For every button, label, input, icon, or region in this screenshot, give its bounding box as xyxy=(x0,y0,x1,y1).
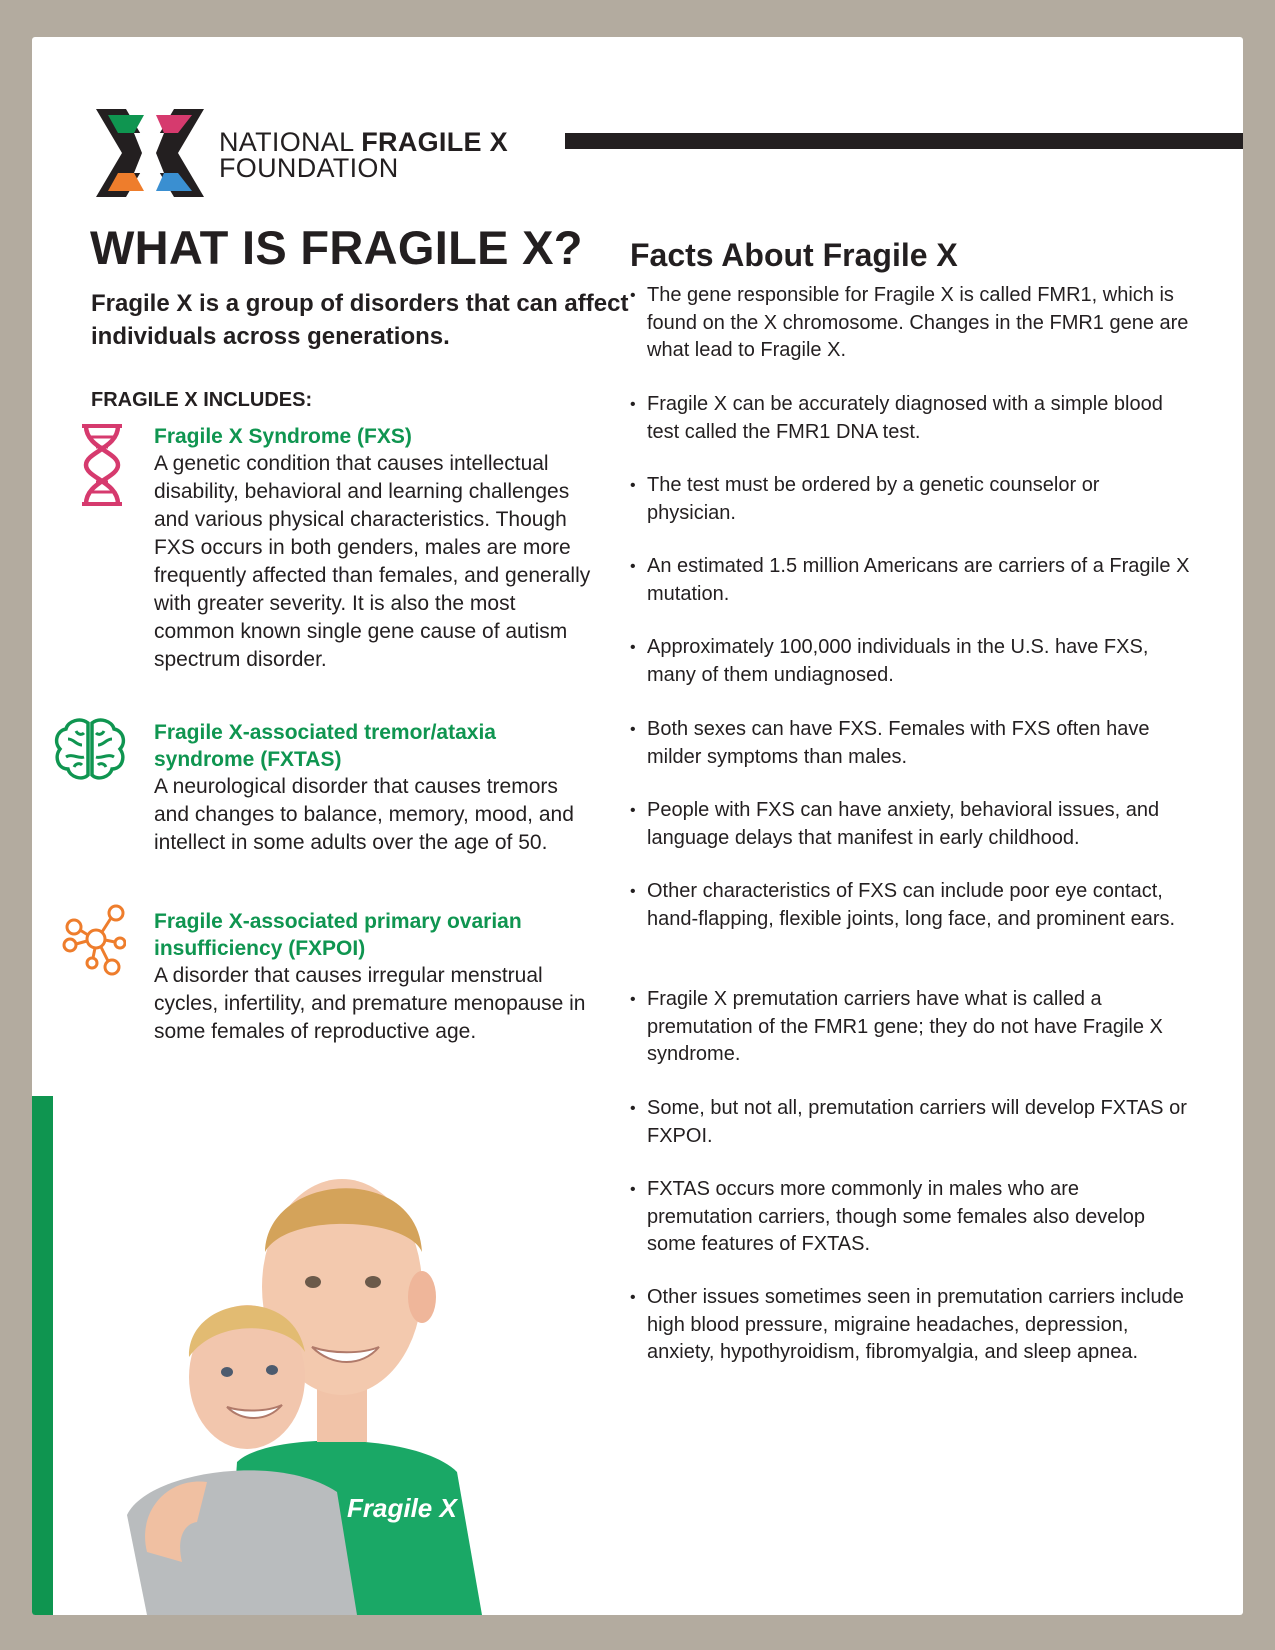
fact-item: • The test must be ordered by a genetic counselor or physician. xyxy=(630,472,1190,527)
logo-line2: FOUNDATION xyxy=(219,153,399,183)
shirt-text: Fragile X xyxy=(347,1493,457,1523)
fact-item: • Fragile X can be accurately diagnosed with a simple blood test called the FMR1 DNA test. xyxy=(630,391,1190,446)
condition-description: A neurological disorder that causes tremors and changes to balance, memory, mood, and intellect in some adults over the age of 50. xyxy=(154,775,574,854)
condition-description: A disorder that causes irregular menstrual cycles, infertility, and premature menopause in some females of reproductive age. xyxy=(154,964,586,1043)
fact-item: • FXTAS occurs more commonly in males who are premutation carriers, though some females also develop some features of FXTAS. xyxy=(630,1176,1190,1259)
condition-fxtas xyxy=(154,719,594,857)
condition-fxpoi xyxy=(154,908,594,1046)
fact-item: • The gene responsible for Fragile X is called FMR1, which is found on the X chromosome. Changes in the FMR1 gene are what lead to Fragile X. xyxy=(630,282,1190,365)
molecule-icon xyxy=(60,903,126,977)
two-boys-photo xyxy=(87,1132,527,1615)
page-title: WHAT IS FRAGILE X? xyxy=(90,221,583,274)
dna-icon xyxy=(74,422,130,508)
logo-line1-regular: NATIONAL xyxy=(219,127,362,157)
fact-item: • Other characteristics of FXS can include poor eye contact, hand-flapping, flexible joints, long face, and prominent ears. xyxy=(630,878,1190,933)
includes-heading: FRAGILE X INCLUDES: xyxy=(91,389,313,411)
header-rule xyxy=(565,133,1243,149)
condition-title: Fragile X-associated primary ovarian insufficiency (FXPOI) xyxy=(154,910,522,960)
accent-strip xyxy=(32,1096,53,1615)
fact-item: • Fragile X premutation carriers have what is called a premutation of the FMR1 gene; they do not have Fragile X syndrome. xyxy=(630,986,1190,1069)
facts-heading: Facts About Fragile X xyxy=(630,237,958,273)
page-subtitle: Fragile X is a group of disorders that can affect individuals across generations. xyxy=(91,290,629,350)
condition-fxs xyxy=(154,423,594,674)
condition-description: A genetic condition that causes intellectual disability, behavioral and learning challenges and various physical characteristics. Though FXS occurs in both genders, males are more frequently affected than females, and generally with greater severity. It is also the most common known single gene cause of autism spectrum disorder. xyxy=(154,452,591,671)
condition-title: Fragile X-associated tremor/ataxia syndrome (FXTAS) xyxy=(154,721,496,771)
logo-line1-bold: FRAGILE X xyxy=(361,127,508,157)
logo-wordmark xyxy=(219,129,508,181)
fact-item: • Approximately 100,000 individuals in the U.S. have FXS, many of them undiagnosed. xyxy=(630,634,1190,689)
fact-item: • Other issues sometimes seen in premutation carriers include high blood pressure, migraine headaches, depression, anxiety, hypothyroidism, fibromyalgia, and sleep apnea. xyxy=(630,1284,1190,1367)
fact-item: • Both sexes can have FXS. Females with FXS often have milder symptoms than males. xyxy=(630,716,1190,771)
fact-item: • An estimated 1.5 million Americans are carriers of a Fragile X mutation. xyxy=(630,553,1190,608)
fact-item: • People with FXS can have anxiety, behavioral issues, and language delays that manifest in early childhood. xyxy=(630,797,1190,852)
condition-title: Fragile X Syndrome (FXS) xyxy=(154,425,412,448)
document-page xyxy=(32,37,1243,1615)
fact-item: • Some, but not all, premutation carriers will develop FXTAS or FXPOI. xyxy=(630,1095,1190,1150)
brain-icon xyxy=(52,717,128,783)
